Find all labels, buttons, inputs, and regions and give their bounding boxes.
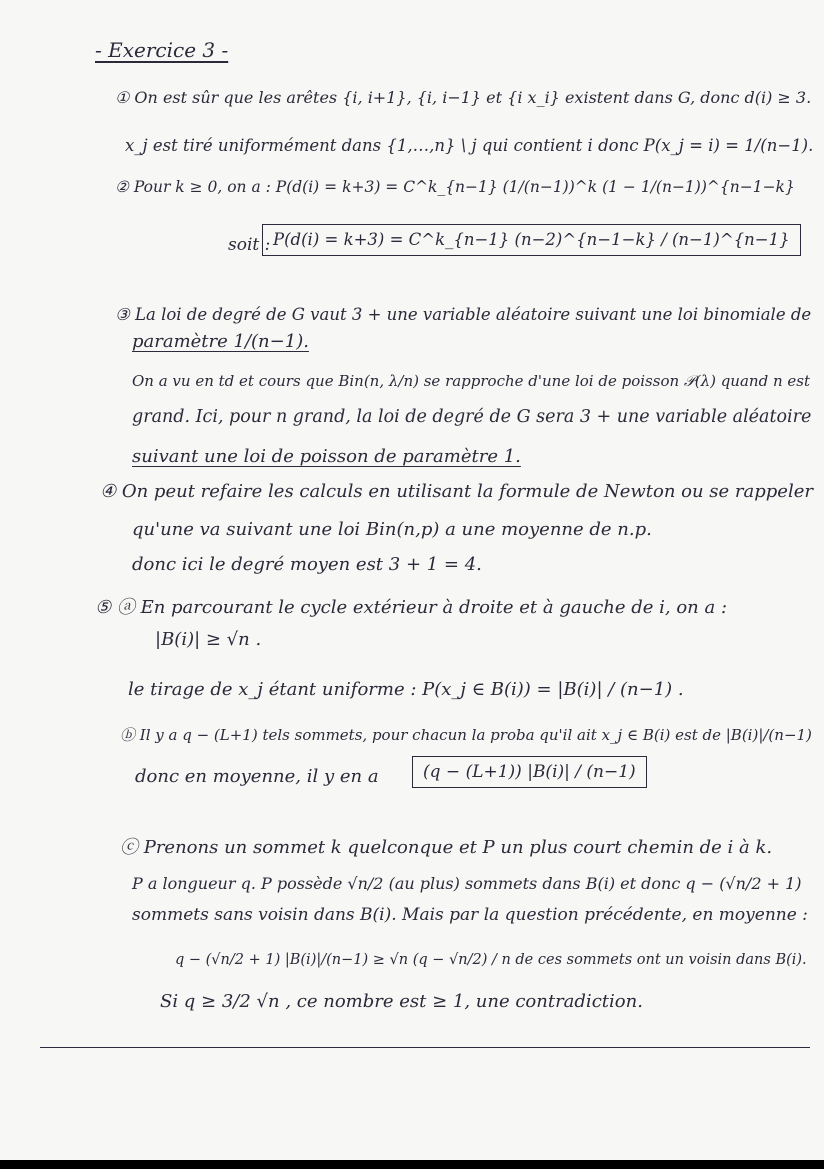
q1-line1: ① On est sûr que les arêtes {i, i+1}, {i, i−1} et {i x_i} existent dans G, donc d(i) ≥ 3. — [115, 88, 812, 107]
q5a-line1: ⑤ ⓐ En parcourant le cycle extérieur à droite et à gauche de i, on a : — [95, 597, 728, 618]
q5c-line4: q − (√n/2 + 1) |B(i)|/(n−1) ≥ √n (q − √n/2) / n de ces sommets ont un voisin dans B(i). — [175, 952, 807, 968]
q3-line2: paramètre 1/(n−1). — [132, 331, 309, 352]
scan-edge-bar — [0, 1160, 824, 1169]
q3-line1: ③ La loi de degré de G vaut 3 + une variable aléatoire suivant une loi binomiale de — [115, 305, 812, 324]
q5b-result-box: (q − (L+1)) |B(i)| / (n−1) — [412, 756, 647, 788]
q5b-line2: donc en moyenne, il y en a — [135, 766, 379, 787]
q4-line1: ④ On peut refaire les calculs en utilisant la formule de Newton ou se rappeler — [100, 481, 813, 502]
q5c-line5: Si q ≥ 3/2 √n , ce nombre est ≥ 1, une contradiction. — [160, 991, 643, 1012]
q5c-line1: ⓒ Prenons un sommet k quelconque et P un plus court chemin de i à k. — [120, 837, 773, 858]
q3-line5: suivant une loi de poisson de paramètre 1. — [132, 446, 521, 467]
exercise-title: - Exercice 3 - — [95, 38, 229, 62]
q5a-line2: |B(i)| ≥ √n . — [155, 629, 262, 650]
q4-line2: qu'une va suivant une loi Bin(n,p) a une moyenne de n.p. — [132, 519, 652, 540]
q1-line2: x_j est tiré uniformément dans {1,…,n} \ j qui contient i donc P(x_j = i) = 1/(n−1). — [125, 136, 814, 155]
page-divider — [40, 1047, 810, 1048]
q5b-line1: ⓑ Il y a q − (L+1) tels sommets, pour chacun la proba qu'il ait x_j ∈ B(i) est de |B(i)|/(n−1) — [120, 726, 812, 744]
q5a-line3: le tirage de x_j étant uniforme : P(x_j ∈ B(i)) = |B(i)| / (n−1) . — [128, 679, 684, 700]
q2-box-prefix: soit : — [228, 235, 271, 255]
q5c-line3: sommets sans voisin dans B(i). Mais par la question précédente, en moyenne : — [132, 905, 808, 925]
q5c-line2: P a longueur q. P possède √n/2 (au plus) sommets dans B(i) et donc q − (√n/2 + 1) — [132, 874, 802, 893]
q3-line4: grand. Ici, pour n grand, la loi de degré de G sera 3 + une variable aléatoire — [132, 407, 812, 427]
q4-line3: donc ici le degré moyen est 3 + 1 = 4. — [132, 554, 482, 575]
q2-result-box: P(d(i) = k+3) = C^k_{n−1} (n−2)^{n−1−k} / (n−1)^{n−1} — [262, 224, 801, 256]
q3-line3: On a vu en td et cours que Bin(n, λ/n) se rapproche d'une loi de poisson 𝒫(λ) quand n est — [132, 372, 810, 390]
q2-line1: ② Pour k ≥ 0, on a : P(d(i) = k+3) = C^k_{n−1} (1/(n−1))^k (1 − 1/(n−1))^{n−1−k} — [115, 178, 795, 196]
